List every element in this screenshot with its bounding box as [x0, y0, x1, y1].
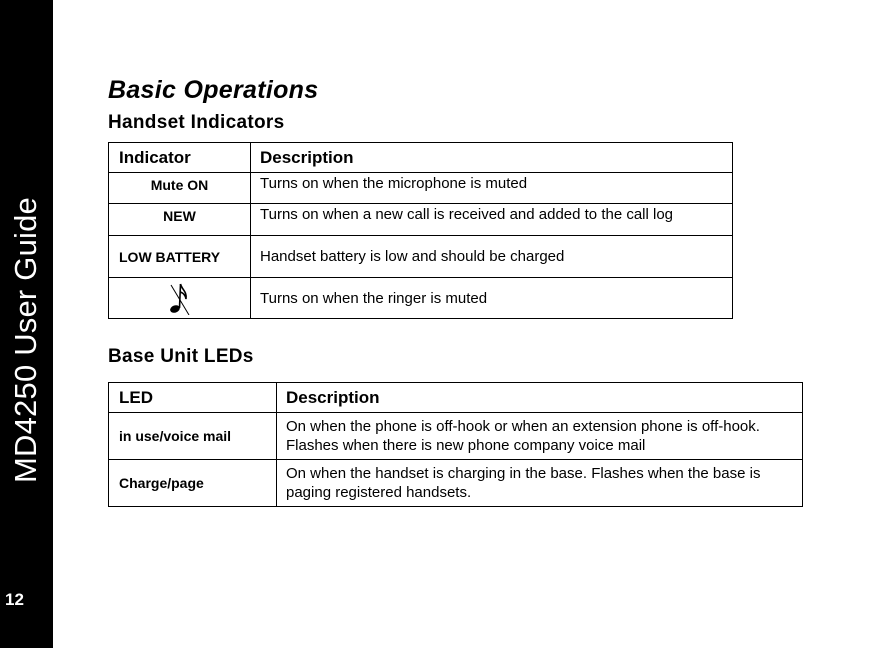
led-cell: in use/voice mail: [109, 413, 277, 460]
indicator-cell: [109, 278, 251, 319]
description-cell: On when the phone is off-hook or when an extension phone is off-hook. Flashes when there is new phone company voice mail: [277, 413, 803, 460]
handset-indicators-table: [108, 142, 733, 319]
description-cell: Turns on when the ringer is muted: [251, 278, 733, 319]
column-header-description: Description: [277, 383, 803, 413]
page-number: 12: [5, 590, 24, 609]
base-unit-leds-heading: Base Unit LEDs: [108, 346, 254, 367]
description-cell: On when the handset is charging in the base. Flashes when the base is paging registered handsets.: [277, 460, 803, 507]
table-header-row: [109, 383, 803, 413]
base-unit-leds-table: [108, 382, 803, 507]
table-row: [109, 173, 733, 204]
indicator-cell: Mute ON: [109, 173, 251, 204]
handset-indicators-heading: Handset Indicators: [108, 112, 285, 133]
table-row: [109, 413, 803, 460]
led-cell: Charge/page: [109, 460, 277, 507]
table-row: [109, 204, 733, 236]
column-header-led: LED: [109, 383, 277, 413]
description-cell: Turns on when the microphone is muted: [251, 173, 733, 204]
document-title: MD4250 User Guide: [8, 197, 43, 483]
table-row: [109, 236, 733, 278]
column-header-description: Description: [251, 143, 733, 173]
sidebar: [0, 0, 53, 648]
indicator-cell: NEW: [109, 204, 251, 236]
indicator-cell: LOW BATTERY: [109, 236, 251, 278]
description-cell: Turns on when a new call is received and added to the call log: [251, 204, 733, 236]
description-cell: Handset battery is low and should be charged: [251, 236, 733, 278]
table-row: [109, 460, 803, 507]
table-header-row: [109, 143, 733, 173]
table-row: [109, 278, 733, 319]
column-header-indicator: Indicator: [109, 143, 251, 173]
ringer-muted-icon: [167, 281, 193, 315]
section-title: Basic Operations: [108, 76, 319, 104]
